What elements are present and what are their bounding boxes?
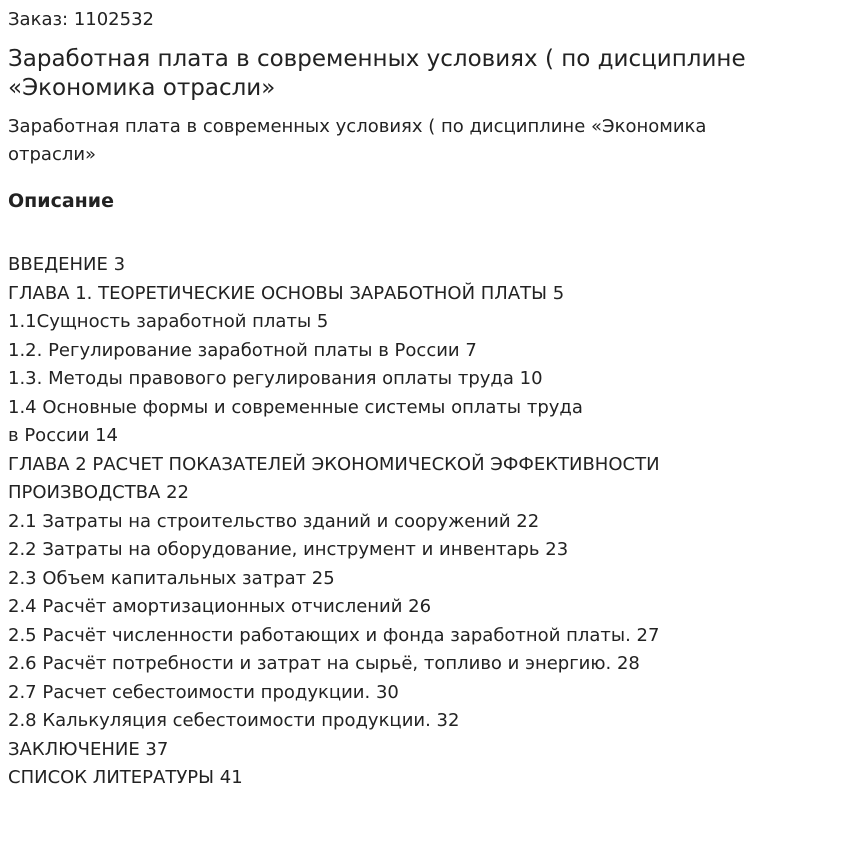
toc-item: 2.1 Затраты на строительство зданий и сооружений 22 bbox=[8, 510, 540, 532]
toc-item: 2.6 Расчёт потребности и затрат на сырьё, топливо и энергию. 28 bbox=[8, 653, 640, 674]
page-subtitle bbox=[8, 113, 788, 169]
toc-item: 2.2 Затраты на оборудование, инструмент и инвентарь 23 bbox=[8, 539, 569, 560]
toc-item: 2.8 Калькуляция себестоимости продукции. 32 bbox=[8, 710, 460, 731]
toc-item: ГЛАВА 2 РАСЧЕТ ПОКАЗАТЕЛЕЙ ЭКОНОМИЧЕСКОЙ ЭФФЕКТИВНОСТИ bbox=[8, 453, 660, 475]
toc-item: ГЛАВА 1. ТЕОРЕТИЧЕСКИЕ ОСНОВЫ ЗАРАБОТНОЙ ПЛАТЫ 5 bbox=[8, 282, 565, 304]
toc-item: в России 14 bbox=[8, 425, 119, 446]
toc-item: ПРОИЗВОДСТВА 22 bbox=[8, 482, 189, 503]
toc-item: ЗАКЛЮЧЕНИЕ 37 bbox=[8, 738, 169, 760]
order-number: Заказ: 1102532 bbox=[8, 9, 154, 30]
toc-item: СПИСОК ЛИТЕРАТУРЫ 41 bbox=[8, 767, 243, 788]
description-heading: Описание bbox=[8, 190, 115, 212]
page-subtitle-line-1: Заработная плата в современных условиях ( по дисциплине «Экономика bbox=[8, 116, 707, 137]
toc-item: 1.3. Методы правового регулирования оплаты труда 10 bbox=[8, 368, 543, 389]
page-subtitle-line-2: отрасли» bbox=[8, 144, 97, 165]
toc-item: 2.3 Объем капитальных затрат 25 bbox=[8, 567, 335, 589]
page-title bbox=[8, 45, 808, 103]
page-title-line-2: «Экономика отрасли» bbox=[8, 75, 276, 101]
page-title-line-1: Заработная плата в современных условиях ( по дисциплине bbox=[8, 46, 746, 72]
toc-item: 1.2. Регулирование заработной платы в России 7 bbox=[8, 339, 477, 361]
toc-item: 2.5 Расчёт численности работающих и фонда заработной платы. 27 bbox=[8, 624, 660, 646]
toc-item: 1.4 Основные формы и современные системы оплаты труда bbox=[8, 396, 583, 418]
toc-item: 1.1Сущность заработной платы 5 bbox=[8, 311, 329, 332]
toc-item: 2.4 Расчёт амортизационных отчислений 26 bbox=[8, 596, 432, 617]
toc-item: 2.7 Расчет себестоимости продукции. 30 bbox=[8, 681, 399, 703]
toc-item: ВВЕДЕНИЕ 3 bbox=[8, 254, 126, 275]
table-of-contents bbox=[8, 251, 839, 793]
